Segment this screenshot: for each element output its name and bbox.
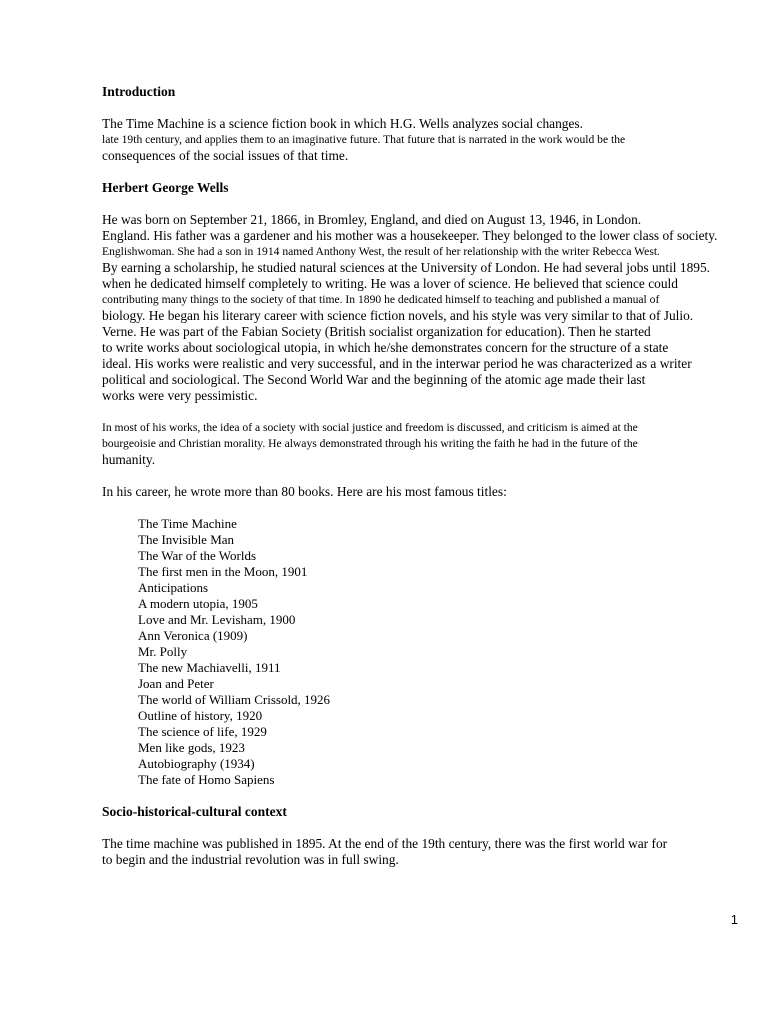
bio-line: to write works about sociological utopia, in which he/she demonstrates concern for the structure of a state bbox=[102, 340, 669, 355]
list-item: Outline of history, 1920 bbox=[138, 708, 263, 723]
bio-para2-line: In most of his works, the idea of a society with social justice and freedom is discussed, and criticism is aimed at the bbox=[102, 421, 638, 434]
bio-line: Verne. He was part of the Fabian Society (British socialist organization for education). Then he started bbox=[102, 324, 651, 339]
list-item: Men like gods, 1923 bbox=[138, 740, 245, 755]
context-heading: Socio-historical-cultural context bbox=[102, 804, 287, 819]
bio-para2-line: humanity. bbox=[102, 452, 156, 467]
intro-heading: Introduction bbox=[102, 84, 176, 99]
context-line: to begin and the industrial revolution was in full swing. bbox=[102, 852, 399, 867]
list-item: Ann Veronica (1909) bbox=[138, 628, 248, 643]
bio-line: Englishwoman. She had a son in 1914 named Anthony West, the result of her relationship with the writer Rebecca West. bbox=[102, 245, 660, 258]
list-item: The Time Machine bbox=[138, 516, 237, 531]
bio-heading: Herbert George Wells bbox=[102, 180, 229, 195]
document-page bbox=[102, 84, 742, 868]
list-item: Anticipations bbox=[138, 580, 209, 595]
list-item: The new Machiavelli, 1911 bbox=[138, 660, 281, 675]
intro-line: consequences of the social issues of that time. bbox=[102, 148, 349, 163]
bio-para2-line: bourgeoisie and Christian morality. He always demonstrated through his writing the faith he had in the future of the bbox=[102, 437, 638, 450]
list-item: A modern utopia, 1905 bbox=[138, 596, 258, 611]
intro-line: late 19th century, and applies them to an imaginative future. That future that is narrated in the work would be the bbox=[102, 133, 626, 146]
titles-list bbox=[138, 516, 742, 788]
list-item: The first men in the Moon, 1901 bbox=[138, 564, 308, 579]
list-item: The War of the Worlds bbox=[138, 548, 257, 563]
bio-line: when he dedicated himself completely to writing. He was a lover of science. He believed that science could bbox=[102, 276, 678, 291]
intro-line: The Time Machine is a science fiction book in which H.G. Wells analyzes social changes. bbox=[102, 116, 583, 131]
bio-line: contributing many things to the society of that time. In 1890 he dedicated himself to teaching and published a manual of bbox=[102, 293, 660, 306]
list-item: Love and Mr. Levisham, 1900 bbox=[138, 612, 296, 627]
bio-line: political and sociological. The Second World War and the beginning of the atomic age made their last bbox=[102, 372, 646, 387]
context-line: The time machine was published in 1895. At the end of the 19th century, there was the first world war for bbox=[102, 836, 668, 851]
list-item: The fate of Homo Sapiens bbox=[138, 772, 275, 787]
bio-line: By earning a scholarship, he studied natural sciences at the University of London. He had several jobs until 1895. bbox=[102, 260, 711, 275]
list-item: The world of William Crissold, 1926 bbox=[138, 692, 331, 707]
list-item: Joan and Peter bbox=[138, 676, 214, 691]
bio-line: England. His father was a gardener and his mother was a housekeeper. They belonged to the lower class of society. bbox=[102, 228, 718, 243]
bio-line: works were very pessimistic. bbox=[102, 388, 258, 403]
list-item: Mr. Polly bbox=[138, 644, 188, 659]
list-item: Autobiography (1934) bbox=[138, 756, 255, 771]
page-number: 1 bbox=[730, 912, 738, 927]
bio-line: ideal. His works were realistic and very successful, and in the interwar period he was characterized as a writer bbox=[102, 356, 692, 371]
bio-line: He was born on September 21, 1866, in Bromley, England, and died on August 13, 1946, in London. bbox=[102, 212, 642, 227]
list-item: The Invisible Man bbox=[138, 532, 235, 547]
career-line: In his career, he wrote more than 80 books. Here are his most famous titles: bbox=[102, 484, 507, 499]
bio-line: biology. He began his literary career with science fiction novels, and his style was very similar to that of Julio. bbox=[102, 308, 694, 323]
list-item: The science of life, 1929 bbox=[138, 724, 267, 739]
